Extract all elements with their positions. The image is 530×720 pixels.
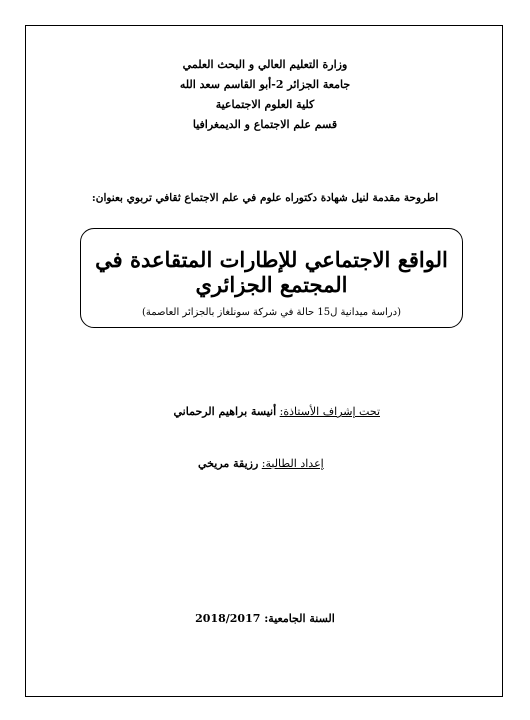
student-line [198,457,324,470]
university-name: جامعة الجزائر 2-أبو القاسم سعد الله [179,78,351,91]
department-name: قسم علم الاجتماع و الديمغرافيا [192,118,338,131]
thesis-title: الواقع الاجتماعي للإطارات المتقاعدة في المجتمع الجزائري [95,247,448,297]
title-box [80,228,463,328]
ministry-name: وزارة التعليم العالي و البحث العلمي [182,58,348,71]
student-label: إعداد الطالبة: [261,457,324,470]
supervisor-line [174,405,381,418]
thesis-note: اطروحة مقدمة لنيل شهادة دكتوراه علوم في علم الاجتماع ثقافي تربوي بعنوان: [91,192,439,204]
academic-year-value: 2018/2017 [195,612,261,625]
supervisor-name: أنيسة براهيم الرحماني [173,405,277,418]
academic-year [0,612,530,625]
student-name: رزيقة مريخي [198,457,259,470]
institution-header [0,55,530,135]
thesis-subtitle: (دراسة ميدانية ل15 حالة في شركة سونلغاز بالجزائر العاصمة) [142,307,401,318]
faculty-name: كلية العلوم الاجتماعية [215,98,315,111]
supervisor-label: تحت إشراف الأستاذة: [279,405,380,418]
academic-year-label: السنة الجامعية: [264,612,335,625]
